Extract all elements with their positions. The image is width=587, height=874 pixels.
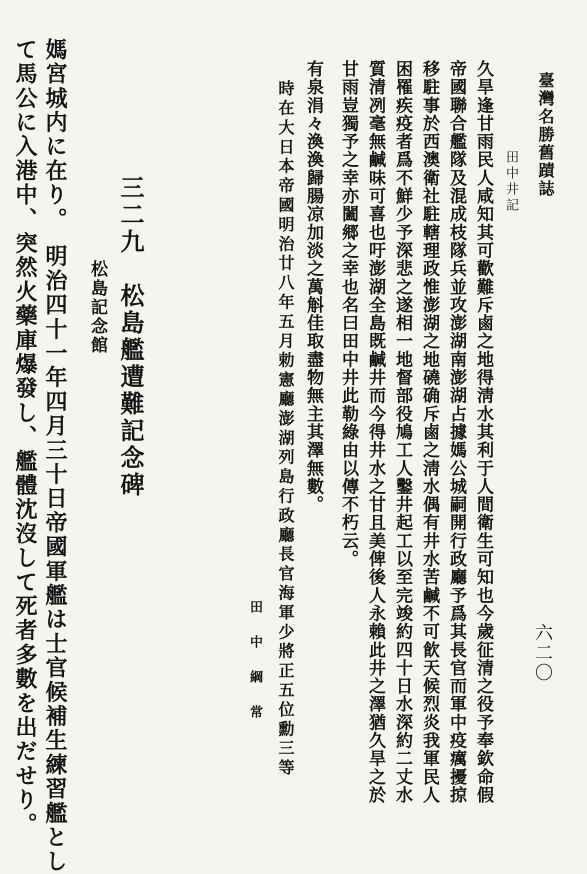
body-line: て馬公に入港中、突然火藥庫爆發し、艦體沈沒して死者多數を出だせり。 <box>12 38 38 837</box>
inscription-verse: 有泉涓々渙渙歸腸凉加淡之萬斛佳取盡物無主其澤無數。 <box>303 60 323 514</box>
inscription-line: 帝國聯合艦隊及混成枝隊兵並攻澎湖南澎湖占據媽公城嗣開行政廳予爲其長官而軍中疫癘擾掠 <box>446 60 466 805</box>
inscription-line: 移駐事於西澳衛社駐轄理政惟澎湖之地磽确斥鹵之淸水偶有井水苦鹹不可飮天候烈炎我軍民人 <box>419 60 439 805</box>
inscription-line: 質清冽毫無鹹味可喜也吁澎湖全島既鹹井而今得井水之甘且美俾後人永賴此井之澤猶久旱之於 <box>365 60 385 805</box>
page-number: 六二〇 <box>532 623 553 683</box>
inscription-line: 久旱逢甘雨民人咸知其可歡難斥鹵之地得淸水其利于人間衛生可知也今歲征清之役予奉欽命假 <box>473 60 493 805</box>
body-line: 媽宮城内に在り。 明治四十一年四月三十日帝國軍艦は士官候補生練習艦とし <box>42 38 68 874</box>
entry-location: 松島記念館 <box>87 260 107 355</box>
inscription-signature: 田中綱常 <box>247 600 262 740</box>
inscription-line: 甘雨豈獨予之幸亦闔郷之幸也名曰田中井此勒綠由以傳不朽云。 <box>338 60 358 569</box>
inscription-line: 困罹疾疫者爲不鮮少予深悲之遂相一地督部役鳩工人鑿井起工以至完竣約四十日水深約二丈水 <box>392 60 412 805</box>
inscription-author-heading: 田中井記 <box>503 150 518 214</box>
entry-heading: 三二九 松島艦遭難記念碑 <box>116 175 145 499</box>
inscription-date-line: 時在大日本帝國明治廿八年五月勅憲廳澎湖列島行政廳長官海軍少將正五位勳三等 <box>276 80 295 779</box>
running-title: 臺灣名勝舊蹟誌 <box>536 72 555 198</box>
